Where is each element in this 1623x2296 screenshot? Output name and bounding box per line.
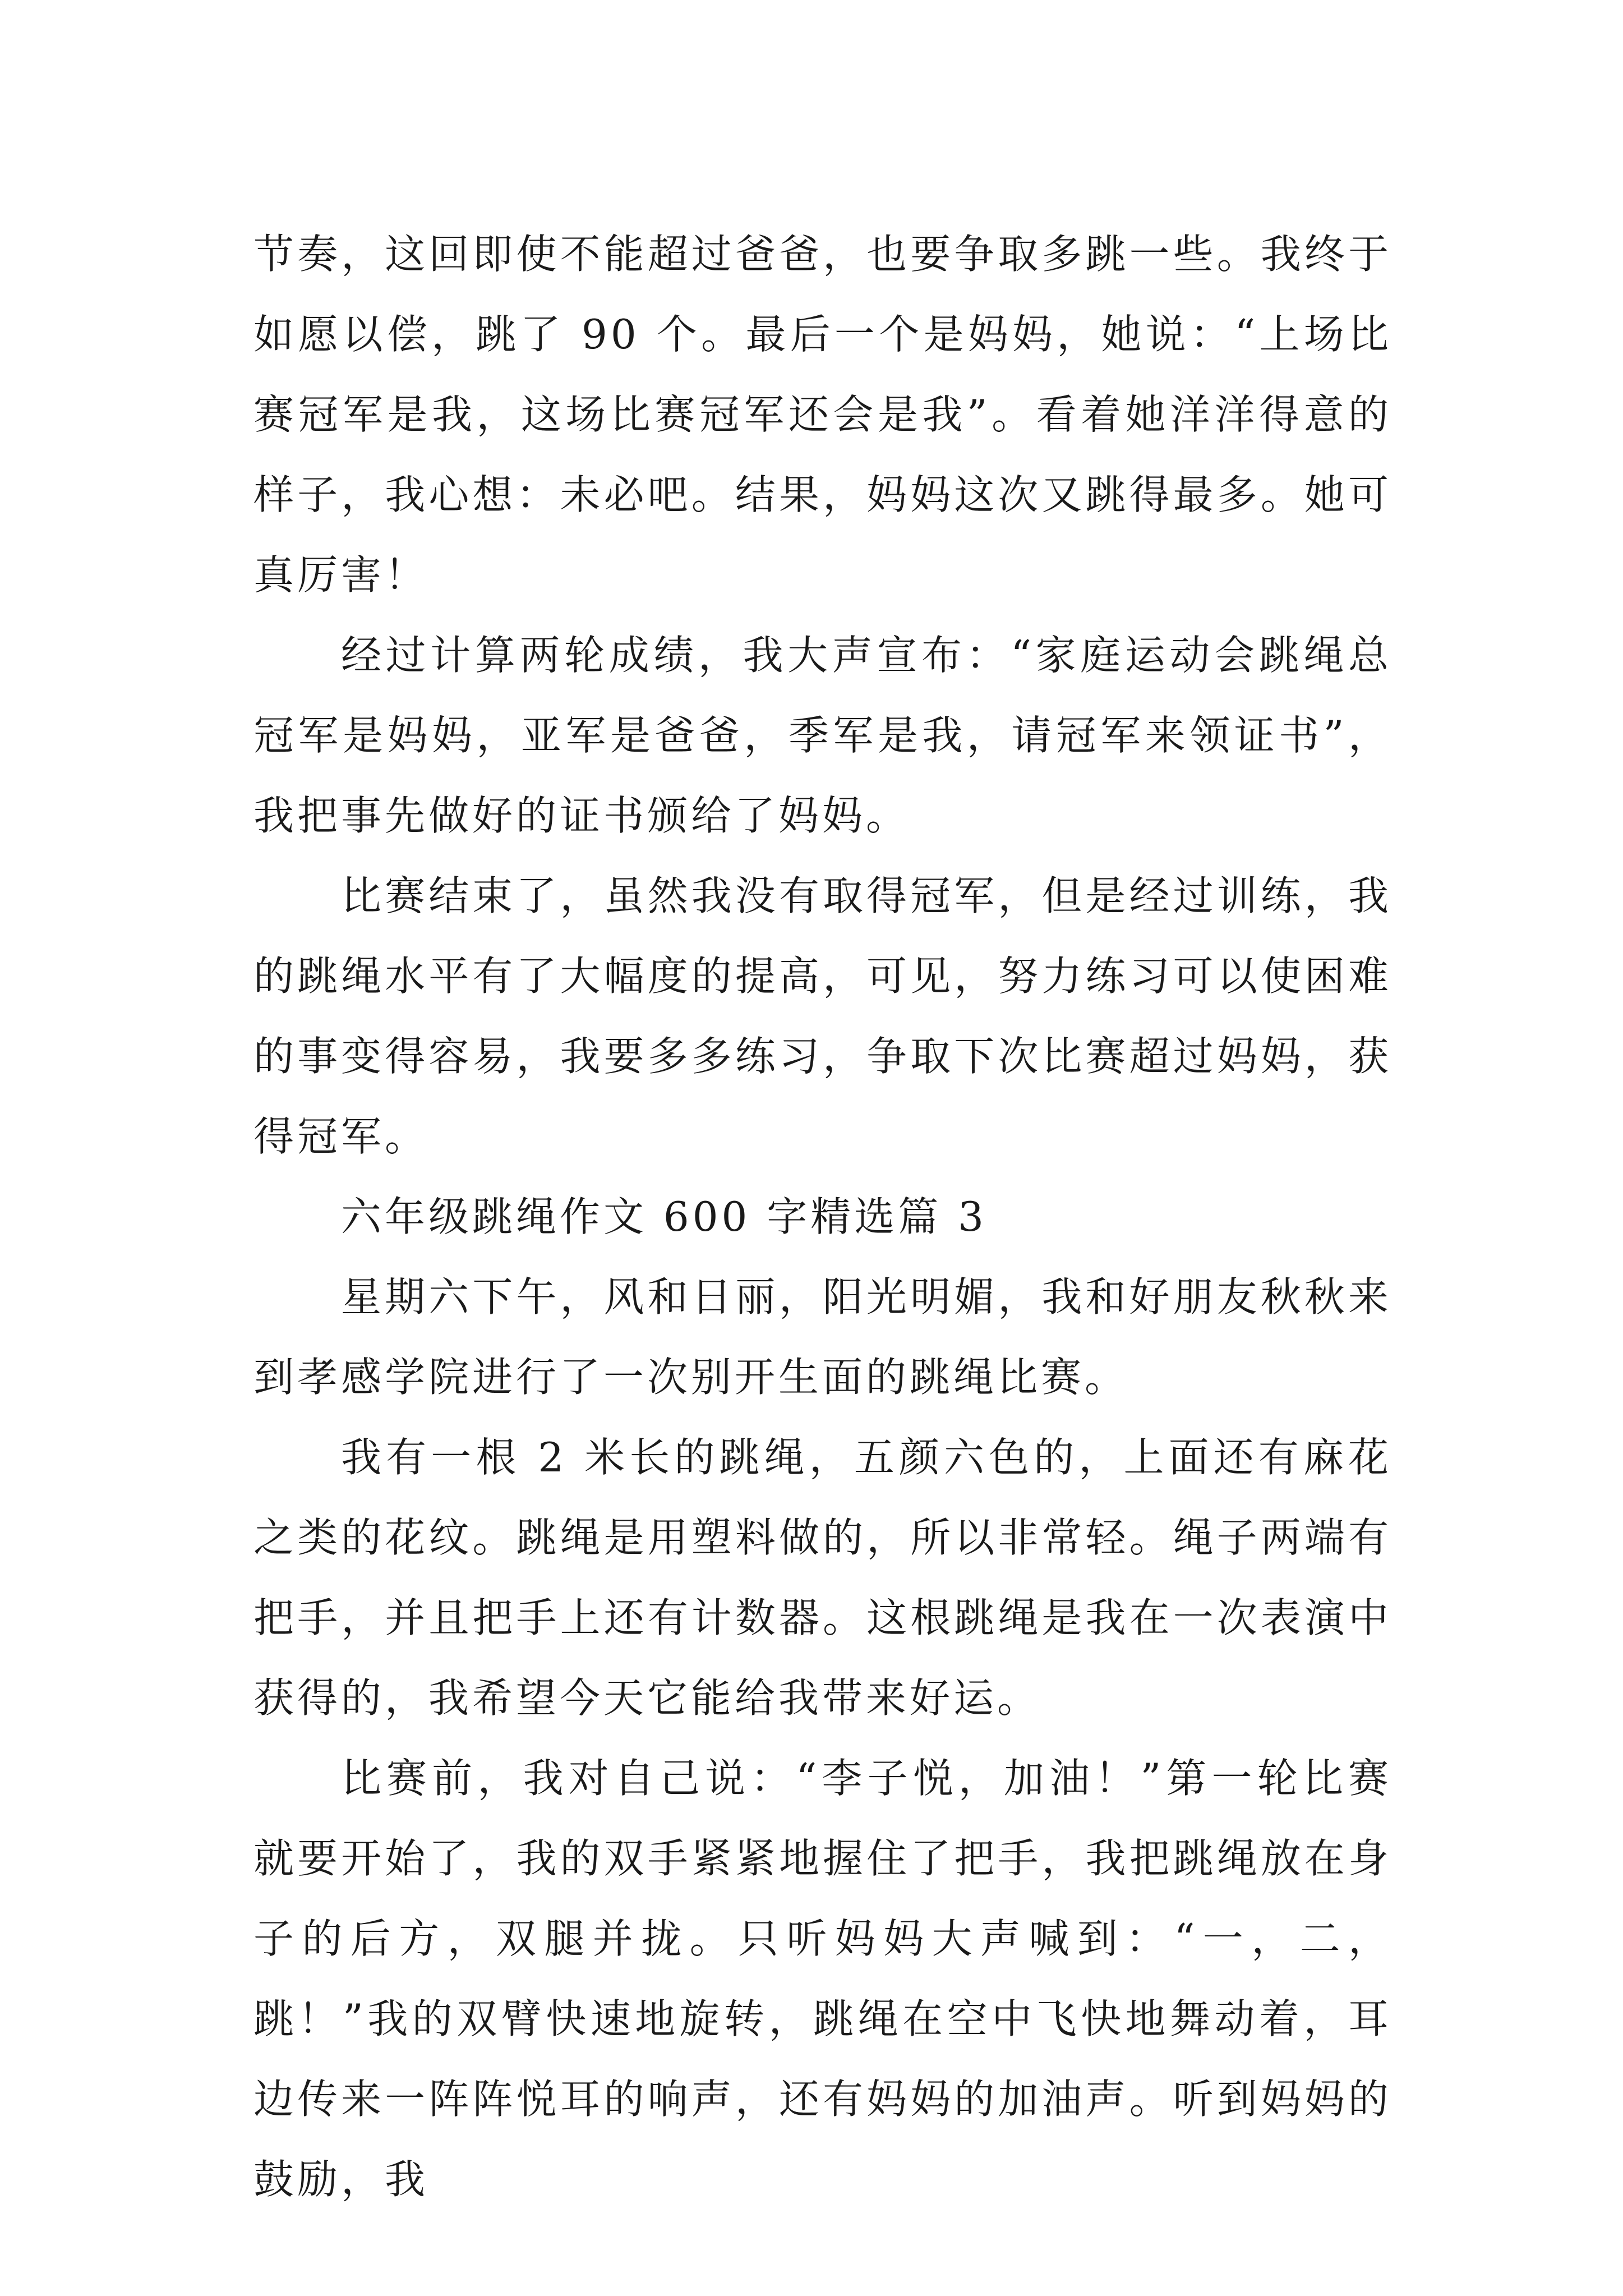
paragraph: 我有一根 2 米长的跳绳，五颜六色的，上面还有麻花之类的花纹。跳绳是用塑料做的，所以非常轻。绳子两端有把手，并且把手上还有计数器。这根跳绳是我在一次表演中获得的，我希望今天它能给我带来好运。 [253, 1434, 1392, 1722]
section-heading: 六年级跳绳作文 600 字精选篇 3 [341, 1193, 987, 1240]
paragraph: 经过计算两轮成绩，我大声宣布：“家庭运动会跳绳总冠军是妈妈，亚军是爸爸，季军是我，请冠军来领证书”，我把事先做好的证书颁给了妈妈。 [253, 632, 1392, 839]
document-body [253, 214, 1392, 2220]
paragraph-continuation: 节奏，这回即使不能超过爸爸，也要争取多跳一些。我终于如愿以偿，跳了 90 个。最后一个是妈妈，她说：“上场比赛冠军是我，这场比赛冠军还会是我”。看着她洋洋得意的样子，我心想：未必吧。结果，妈妈这次又跳得最多。她可真厉害！ [253, 231, 1392, 599]
paragraph: 比赛结束了，虽然我没有取得冠军，但是经过训练，我的跳绳水平有了大幅度的提高，可见，努力练习可以使困难的事变得容易，我要多多练习，争取下次比赛超过妈妈，获得冠军。 [253, 872, 1392, 1160]
paragraph: 比赛前，我对自己说：“李子悦，加油！”第一轮比赛就要开始了，我的双手紧紧地握住了把手，我把跳绳放在身子的后方，双腿并拢。只听妈妈大声喊到：“一，二，跳！”我的双臂快速地旋转，跳绳在空中飞快地舞动着，耳边传来一阵阵悦耳的响声，还有妈妈的加油声。听到妈妈的鼓励，我 [253, 1755, 1392, 2203]
paragraph: 星期六下午，风和日丽，阳光明媚，我和好朋友秋秋来到孝感学院进行了一次别开生面的跳绳比赛。 [253, 1273, 1392, 1401]
